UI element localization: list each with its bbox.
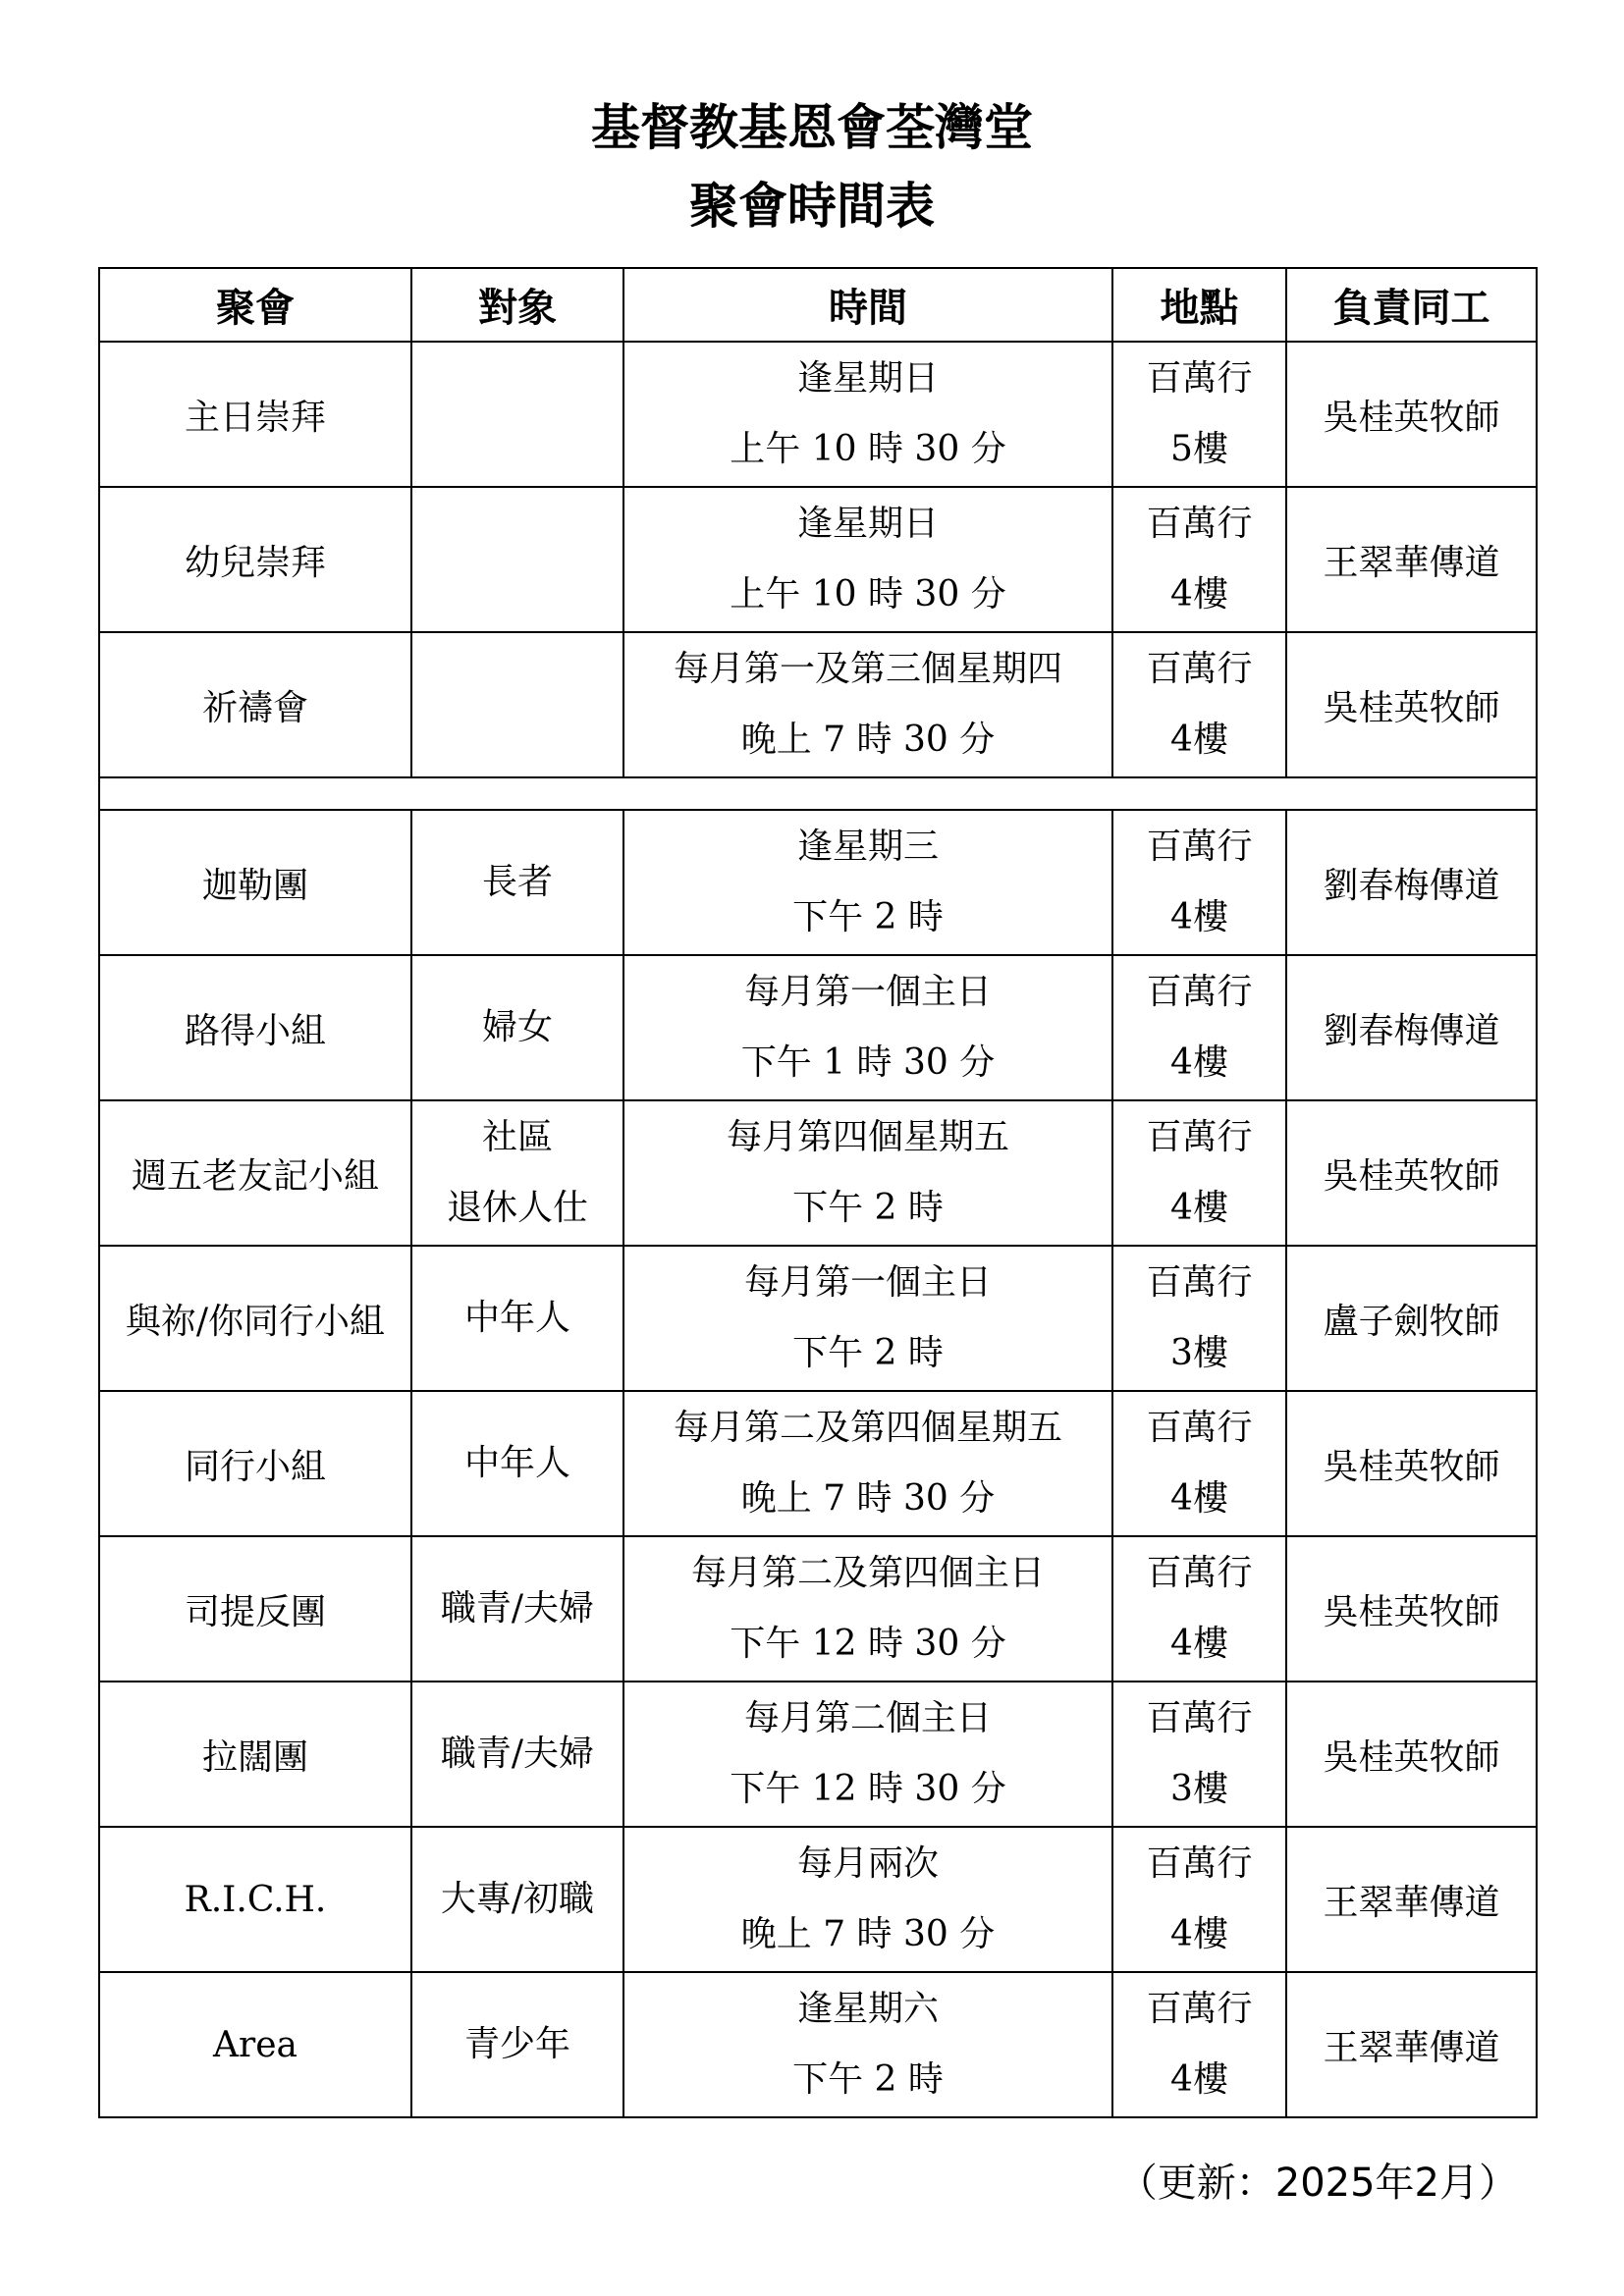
meeting-target: 大專/初職 [411,1827,623,1972]
meeting-target: 長者 [411,810,623,955]
meeting-staff: 王翠華傳道 [1286,487,1537,632]
meeting-place: 百萬行 4樓 [1112,1100,1286,1246]
meeting-target: 婦女 [411,955,623,1100]
meeting-name: 主日崇拜 [99,342,411,487]
meeting-place: 百萬行 4樓 [1112,487,1286,632]
meeting-time: 每月第一及第三個星期四 晚上 7 時 30 分 [623,632,1112,777]
meeting-time: 逢星期六 下午 2 時 [623,1972,1112,2117]
meeting-name: 週五老友記小組 [99,1100,411,1246]
meeting-time: 每月第四個星期五 下午 2 時 [623,1100,1112,1246]
page-subtitle: 聚會時間表 [689,178,935,235]
meeting-place: 百萬行 4樓 [1112,1972,1286,2117]
table-row [99,342,1537,487]
meeting-target: 社區 退休人仕 [411,1100,623,1246]
meeting-place: 百萬行 4樓 [1112,955,1286,1100]
meeting-name: 迦勒團 [99,810,411,955]
meeting-staff: 吳桂英牧師 [1286,1682,1537,1827]
table-row [99,1536,1537,1682]
meeting-place: 百萬行 4樓 [1112,810,1286,955]
meeting-time: 逢星期日 上午 10 時 30 分 [623,487,1112,632]
meeting-staff: 劉春梅傳道 [1286,955,1537,1100]
meeting-name: 與祢/你同行小組 [99,1246,411,1391]
table-row [99,810,1537,955]
table-row [99,1246,1537,1391]
meeting-place: 百萬行 3樓 [1112,1246,1286,1391]
header-staff: 負責同工 [1286,268,1537,342]
table-row [99,487,1537,632]
meeting-staff: 吳桂英牧師 [1286,1536,1537,1682]
meeting-place: 百萬行 4樓 [1112,632,1286,777]
meeting-time: 每月第二個主日 下午 12 時 30 分 [623,1682,1112,1827]
meeting-time: 每月第二及第四個主日 下午 12 時 30 分 [623,1536,1112,1682]
meeting-place: 百萬行 4樓 [1112,1827,1286,1972]
meeting-name: Area [99,1972,411,2117]
meeting-target [411,342,623,487]
meeting-name: 路得小組 [99,955,411,1100]
meeting-name: 拉闊團 [99,1682,411,1827]
meeting-target: 職青/夫婦 [411,1682,623,1827]
header-target: 對象 [411,268,623,342]
meeting-time: 逢星期三 下午 2 時 [623,810,1112,955]
meeting-staff: 吳桂英牧師 [1286,632,1537,777]
header-time: 時間 [623,268,1112,342]
table-separator-row [99,777,1537,810]
meeting-time: 每月兩次 晚上 7 時 30 分 [623,1827,1112,1972]
meeting-place: 百萬行 4樓 [1112,1391,1286,1536]
meeting-target: 中年人 [411,1391,623,1536]
page-title: 基督教基恩會荃灣堂 [591,99,1033,156]
table-row [99,1391,1537,1536]
meeting-staff: 吳桂英牧師 [1286,342,1537,487]
meeting-place: 百萬行 4樓 [1112,1536,1286,1682]
meeting-staff: 王翠華傳道 [1286,1972,1537,2117]
update-note: （更新：2025年2月） [1117,2161,1518,2206]
meeting-time: 每月第一個主日 下午 1 時 30 分 [623,955,1112,1100]
meeting-name: 幼兒崇拜 [99,487,411,632]
meeting-name: 司提反團 [99,1536,411,1682]
meeting-staff: 王翠華傳道 [1286,1827,1537,1972]
meeting-staff: 盧子劍牧師 [1286,1246,1537,1391]
meeting-target [411,632,623,777]
meeting-time: 每月第二及第四個星期五 晚上 7 時 30 分 [623,1391,1112,1536]
meeting-target: 職青/夫婦 [411,1536,623,1682]
meeting-time: 每月第一個主日 下午 2 時 [623,1246,1112,1391]
meeting-name: 同行小組 [99,1391,411,1536]
table-header-row [99,268,1537,342]
separator-cell [99,777,1537,810]
header-meeting: 聚會 [99,268,411,342]
meeting-name: R.I.C.H. [99,1827,411,1972]
header-place: 地點 [1112,268,1286,342]
meeting-place: 百萬行 3樓 [1112,1682,1286,1827]
table-row [99,1682,1537,1827]
table-row [99,1100,1537,1246]
table-row [99,1827,1537,1972]
schedule-table [98,267,1538,2118]
meeting-staff: 劉春梅傳道 [1286,810,1537,955]
meeting-time: 逢星期日 上午 10 時 30 分 [623,342,1112,487]
meeting-target: 青少年 [411,1972,623,2117]
meeting-staff: 吳桂英牧師 [1286,1391,1537,1536]
table-row [99,955,1537,1100]
meeting-name: 祈禱會 [99,632,411,777]
meeting-target: 中年人 [411,1246,623,1391]
meeting-target [411,487,623,632]
table-row [99,1972,1537,2117]
meeting-staff: 吳桂英牧師 [1286,1100,1537,1246]
table-row [99,632,1537,777]
meeting-place: 百萬行 5樓 [1112,342,1286,487]
